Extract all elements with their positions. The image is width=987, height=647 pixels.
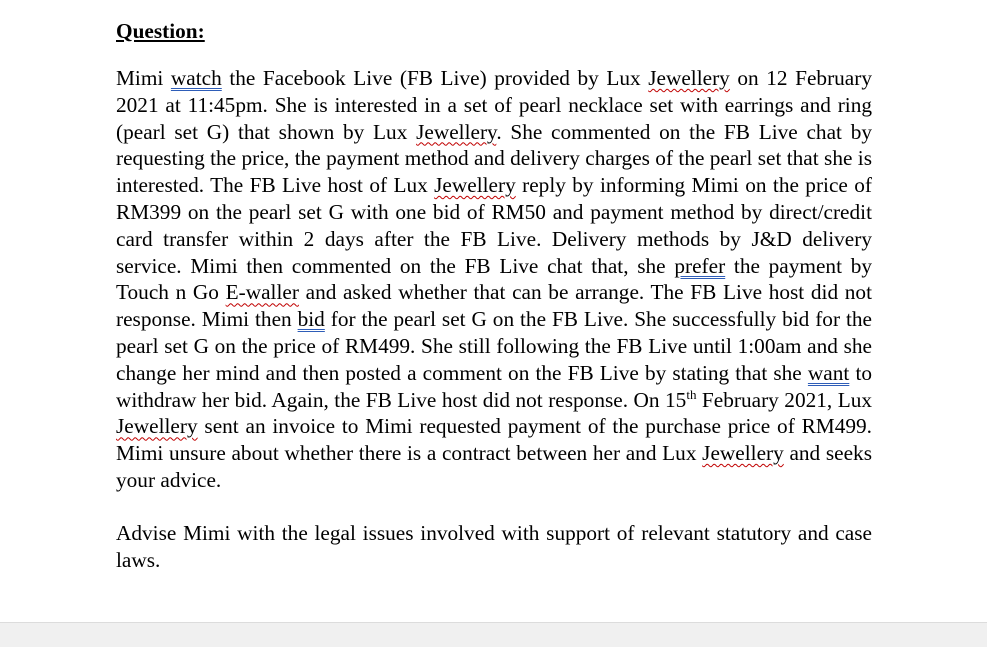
grammar-flag-word: prefer (674, 253, 726, 278)
spelling-flag-word: Jewellery (648, 66, 730, 90)
document-body (116, 18, 872, 573)
ordinal-superscript: th (686, 386, 697, 402)
spelling-flag-word: Jewellery (416, 119, 497, 144)
status-bar (0, 622, 987, 647)
question-paragraph: Mimi watch the Facebook Live (FB Live) provided by Lux Jewellery on 12 February 2021 at 11:45pm. She is interested in a set of pearl necklace set with earrings and ring (pearl set G) that shown by Lux Jewellery. She commented on the FB Live chat by requesting the price, the payment method and delivery charges of the pearl set that she is interested. The FB Live host of Lux Jewellery reply by informing Mimi on the price of RM399 on the pearl set G with one bid of RM50 and payment method by direct/credit card transfer within 2 days after the FB Live. Delivery methods by J&D delivery service. Mimi then commented on the FB Live chat that, she prefer the payment by Touch n Go E-waller and asked whether that can be arrange. The FB Live host did not response. Mimi then bid for the pearl set G on the FB Live. She successfully bid for the pearl set G on the price of RM499. She still following the FB Live until 1:00am and she change her mind and then posted a comment on the FB Live by stating that she want to withdraw her bid. Again, the FB Live host did not response. On 15th February 2021, Lux Jewellery sent an invoice to Mimi requested payment of the purchase price of RM499. Mimi unsure about whether there is a contract between her and Lux Jewellery and seeks your advice. (116, 66, 873, 492)
grammar-flag-word: want (807, 360, 850, 385)
spelling-flag-word: Jewellery (116, 414, 198, 439)
advice-instruction-paragraph: Advise Mimi with the legal issues involved with support of relevant statutory and case laws. (116, 520, 872, 572)
spelling-flag-word: Jewellery (434, 173, 516, 198)
grammar-flag-word: bid (297, 307, 325, 332)
question-heading: Question: (116, 19, 205, 43)
spelling-flag-word: Jewellery (702, 441, 784, 466)
spelling-flag-word: E-waller (225, 280, 299, 305)
grammar-flag-word: watch (170, 66, 222, 90)
